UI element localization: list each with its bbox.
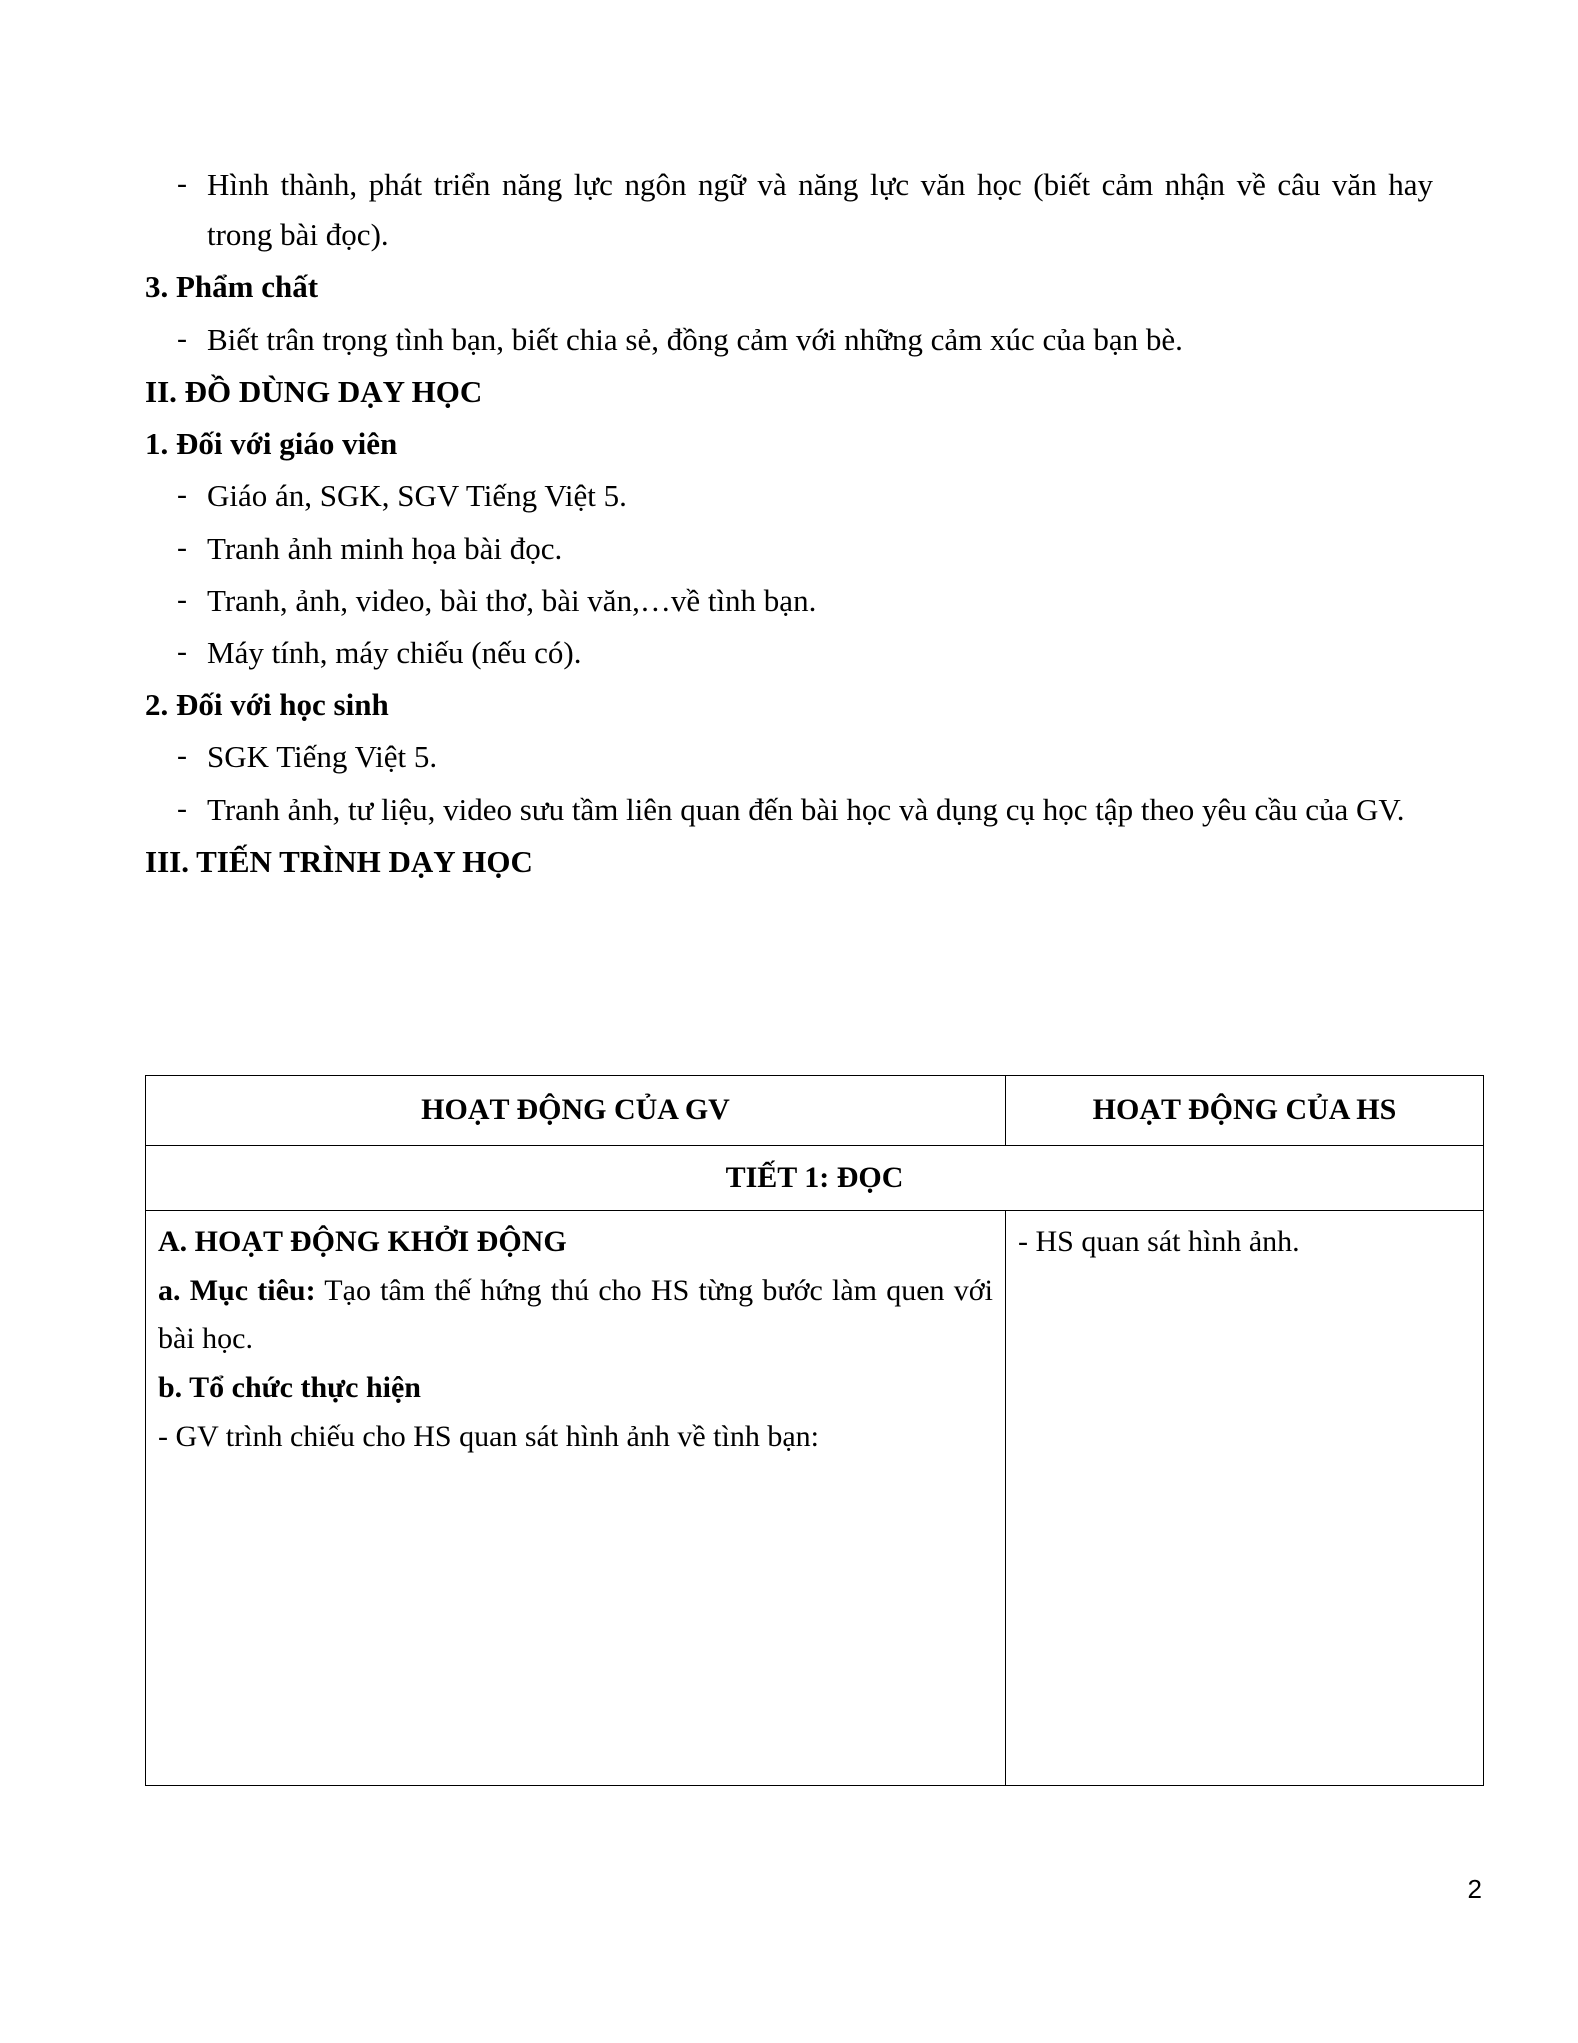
quality-bullet-text: Biết trân trọng tình bạn, biết chia sẻ, đồng cảm với những cảm xúc của bạn bè. xyxy=(207,321,1183,357)
teacher-item-text: Giáo án, SGK, SGV Tiếng Việt 5. xyxy=(207,478,627,514)
muc-tieu-line xyxy=(158,1267,993,1364)
bullet-dash: - xyxy=(177,167,187,200)
muc-tieu-label: a. Mục tiêu: xyxy=(158,1273,316,1307)
list-item xyxy=(145,160,1433,260)
student-item-text: SGK Tiếng Việt 5. xyxy=(207,739,438,775)
to-chuc-heading: b. Tổ chức thực hiện xyxy=(158,1370,421,1404)
bullet-dash: - xyxy=(177,739,187,773)
table-header-row xyxy=(146,1076,1484,1146)
activity-title: A. HOẠT ĐỘNG KHỞI ĐỘNG xyxy=(158,1225,567,1259)
teacher-item-text: Tranh, ảnh, video, bài thơ, bài văn,…về tình bạn. xyxy=(207,582,817,618)
teacher-item-text: Tranh ảnh minh họa bài đọc. xyxy=(207,530,563,566)
bullet-dash: - xyxy=(177,321,187,355)
subsection-heading-hoc-sinh: 2. Đối với học sinh xyxy=(145,687,389,723)
student-item-text: Tranh ảnh, tư liệu, video sưu tầm liên quan đến bài học và dụng cụ học tập theo yêu cầu của GV. xyxy=(207,791,1405,827)
lesson-plan-table xyxy=(145,1075,1484,1786)
section-heading-do-dung-day-hoc: II. ĐỒ DÙNG DẠY HỌC xyxy=(145,373,483,409)
column-header-hs: HOẠT ĐỘNG CỦA HS xyxy=(1006,1076,1484,1146)
muc-tieu-text: Tạo tâm thế hứng thú cho HS từng bước làm quen với bài học. xyxy=(158,1273,993,1356)
section-heading-pham-chat: 3. Phẩm chất xyxy=(145,269,319,305)
bullet-dash: - xyxy=(177,478,187,512)
bullet-dash: - xyxy=(177,791,187,825)
list-item xyxy=(145,785,1433,835)
list-item xyxy=(145,628,1433,678)
gv-activity-cell xyxy=(146,1211,1006,1786)
tiet-label: TIẾT 1: ĐỌC xyxy=(146,1145,1484,1211)
teacher-item-text: Máy tính, máy chiếu (nếu có). xyxy=(207,634,582,670)
hs-activity-cell xyxy=(1006,1211,1484,1786)
competency-bullet-text: Hình thành, phát triển năng lực ngôn ngữ và năng lực văn học (biết cảm nhận về câu văn hay trong bài đọc). xyxy=(207,167,1433,253)
bullet-dash: - xyxy=(177,582,187,616)
table-row-tiet xyxy=(146,1145,1484,1211)
section-heading-tien-trinh-day-hoc: III. TIẾN TRÌNH DẠY HỌC xyxy=(145,843,533,879)
lesson-table-wrapper xyxy=(145,1075,1433,1786)
list-item xyxy=(145,315,1433,365)
hs-action-text: - HS quan sát hình ảnh. xyxy=(1018,1225,1300,1259)
table-row xyxy=(146,1211,1484,1786)
gv-action-text: - GV trình chiếu cho HS quan sát hình ảnh về tình bạn: xyxy=(158,1419,819,1453)
list-item xyxy=(145,524,1433,574)
column-header-gv: HOẠT ĐỘNG CỦA GV xyxy=(146,1076,1006,1146)
bullet-dash: - xyxy=(177,530,187,564)
document-body xyxy=(145,160,1433,889)
page-number: 2 xyxy=(1467,1874,1482,1904)
list-item xyxy=(145,576,1433,626)
bullet-dash: - xyxy=(177,634,187,668)
list-item xyxy=(145,471,1433,521)
subsection-heading-giao-vien: 1. Đối với giáo viên xyxy=(145,426,398,462)
list-item xyxy=(145,732,1433,782)
